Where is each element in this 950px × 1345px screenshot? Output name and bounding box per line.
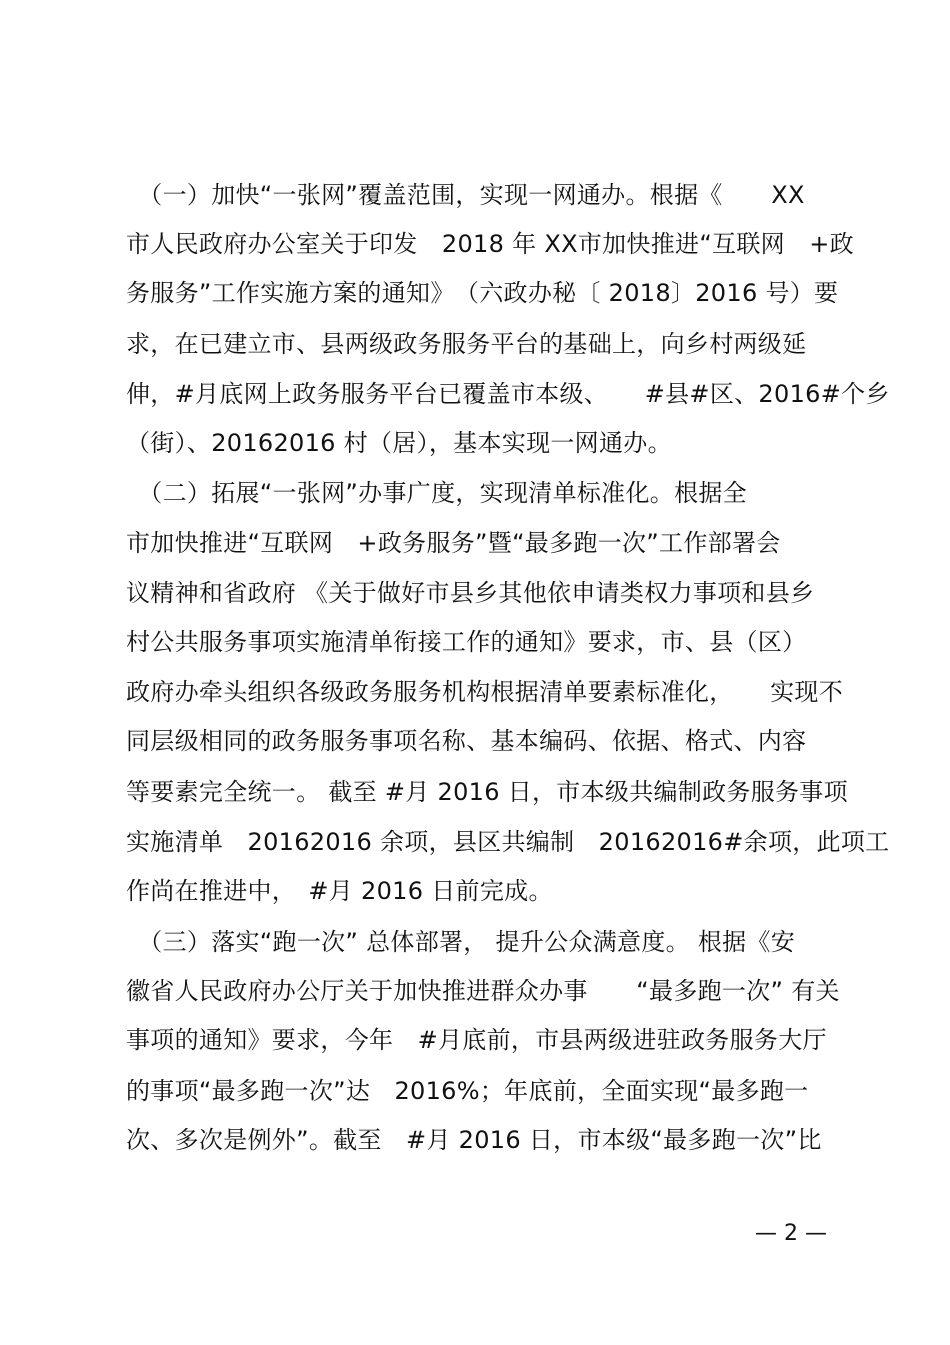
text-line: 同层级相同的政务服务事项名称、基本编码、依据、格式、内容: [126, 727, 807, 755]
text-line: （街）、20162016 村（居），基本实现一网通办。: [126, 429, 672, 457]
page-number: — 2 —: [755, 1221, 827, 1246]
text-line: 作尚在推进中， #月 2016 日前完成。: [126, 877, 553, 905]
text-line: （三）落实“跑一次” 总体部署， 提升公众满意度。 根据《安: [126, 928, 796, 956]
text-line: 实施清单 20162016 余项，县区共编制 20162016#余项，此项工: [126, 828, 890, 856]
text-line: 求，在已建立市、县两级政务服务平台的基础上，向乡村两级延: [126, 330, 807, 358]
text-line: （二）拓展“一张网”办事广度，实现清单标准化。根据全: [126, 479, 747, 507]
text-line: 事项的通知》要求，今年 #月底前，市县两级进驻政务服务大厅: [126, 1026, 827, 1054]
text-line: （一）加快“一张网”覆盖范围，实现一网通办。根据《 XX: [126, 181, 805, 209]
text-line: 市加快推进“互联网 +政务服务”暨“最多跑一次”工作部署会: [126, 529, 781, 557]
text-line: 议精神和省政府 《关于做好市县乡其他依申请类权力事项和县乡: [126, 579, 815, 607]
text-line: 务服务”工作实施方案的通知》 （六政办秘〔 2018〕2016 号）要: [126, 279, 839, 307]
text-line: 次、多次是例外”。截至 #月 2016 日，市本级“最多跑一次”比: [126, 1126, 822, 1154]
text-line: 伸，#月底网上政务服务平台已覆盖市本级、 #县#区、2016#个乡: [126, 380, 890, 408]
text-line: 政府办牵头组织各级政务服务机构根据清单要素标准化， 实现不: [126, 678, 843, 706]
text-line: 的事项“最多跑一次”达 2016%；年底前，全面实现“最多跑一: [126, 1077, 809, 1105]
text-line: 市人民政府办公室关于印发 2018 年 XX市加快推进“互联网 +政: [126, 230, 854, 258]
text-line: 等要素完全统一。 截至 #月 2016 日，市本级共编制政务服务事项: [126, 778, 848, 806]
text-line: 徽省人民政府办公厅关于加快推进群众办事 “最多跑一次” 有关: [126, 977, 840, 1005]
text-line: 村公共服务事项实施清单衔接工作的通知》要求，市、县（区）: [126, 628, 807, 656]
